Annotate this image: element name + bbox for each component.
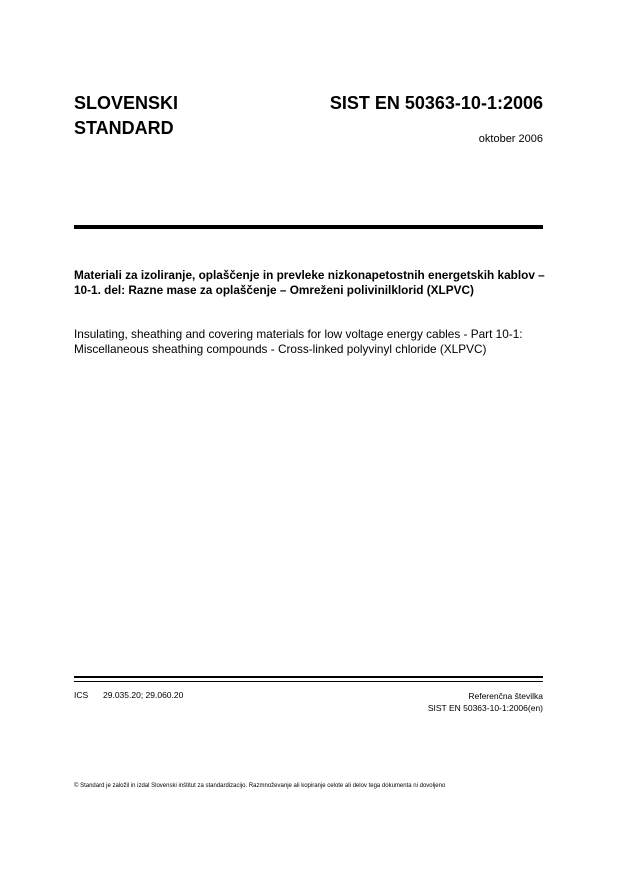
footer-divider-thin [74, 681, 543, 682]
standard-type-line2: STANDARD [74, 118, 174, 138]
standard-type-line1: SLOVENSKI [74, 93, 179, 113]
standard-number: SIST EN 50363-10-1:2006 [329, 93, 543, 113]
reference-label: Referenčna številka [468, 691, 543, 701]
ics-codes: 29.035.20; 29.060.20 [103, 690, 184, 700]
reference-number: SIST EN 50363-10-1:2006(en) [427, 703, 543, 713]
title-english: Insulating, sheathing and covering materials for low voltage energy cables - Part 10-1: Miscellaneous sheathing compounds - Cross-linked polyvinyl chloride (XLPVC) [74, 327, 523, 356]
standard-type-heading [74, 91, 178, 141]
footer-divider-thick [74, 676, 543, 678]
title-slovenian: Materiali za izoliranje, oplaščenje in prevleke nizkonapetostnih energetskih kablov – 10-1. del: Razne mase za oplaščenje – Omreženi polivinilklorid (XLPVC) [74, 268, 545, 297]
header-divider [74, 225, 543, 229]
copyright-notice: © Standard je založil in izdal Slovenski inštitut za standardizacijo. Razmnoževanje ali kopiranje celote ali delov tega dokumenta ni dovoljeno [74, 783, 446, 789]
ics-classification [74, 690, 183, 700]
ics-label: ICS [74, 690, 89, 700]
publication-date: oktober 2006 [478, 133, 543, 145]
reference-block [428, 690, 543, 714]
